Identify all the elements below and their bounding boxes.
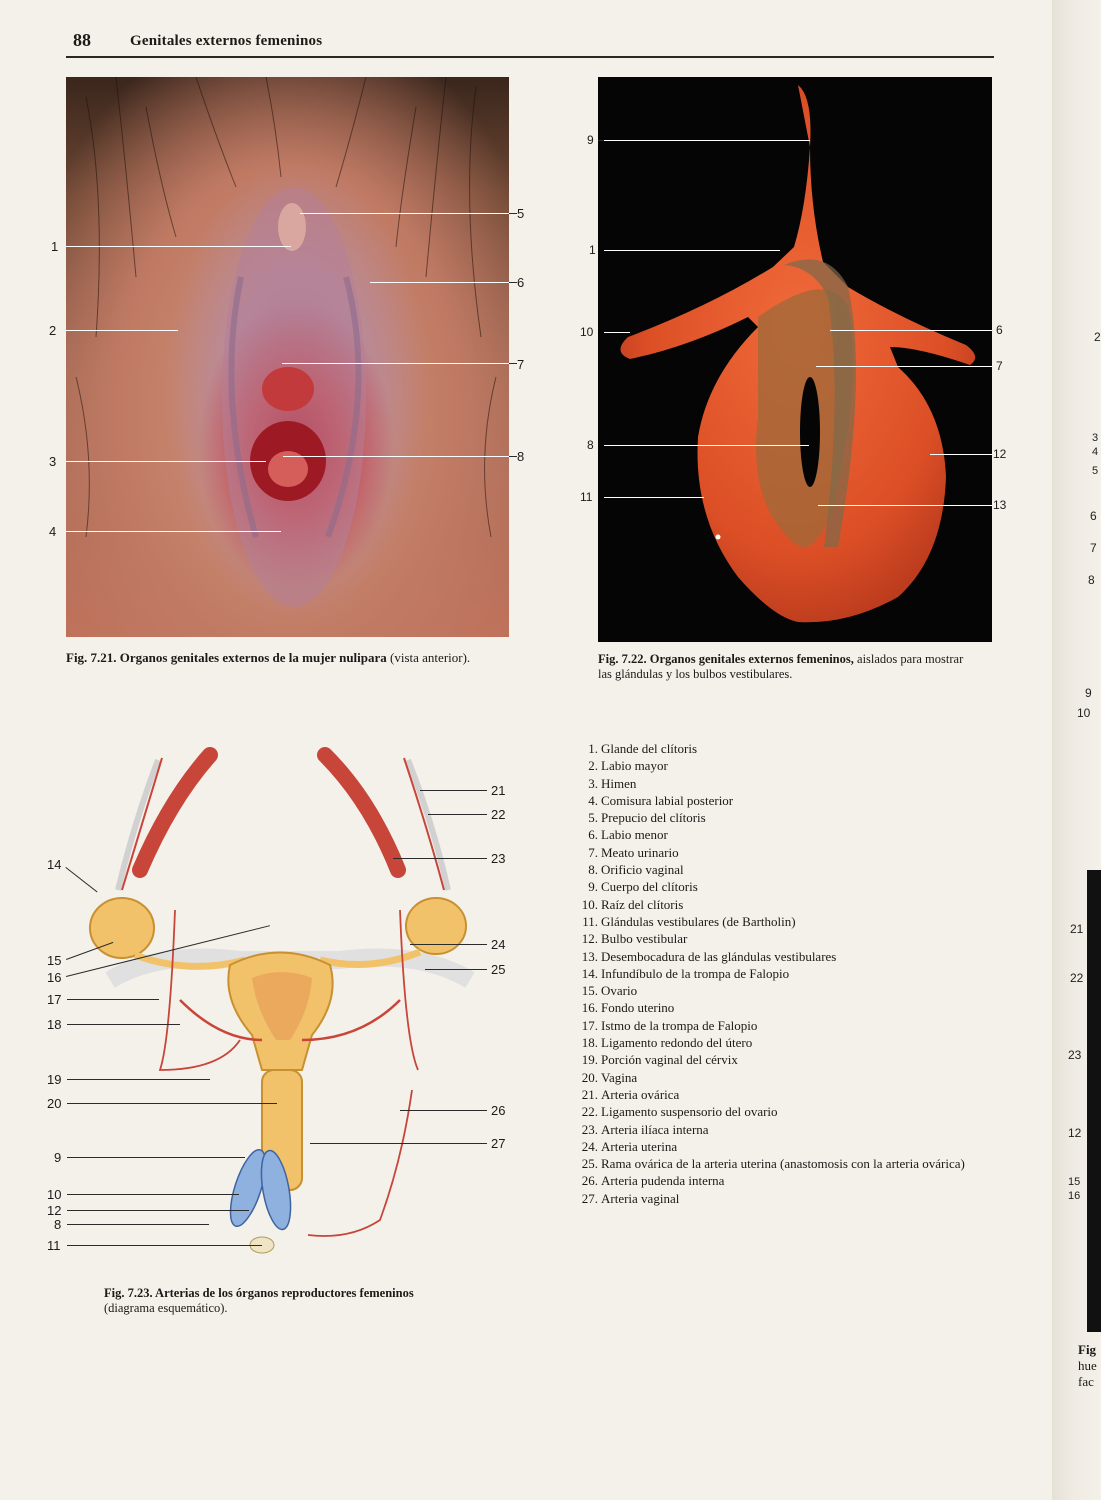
legend-item-number: 27. bbox=[581, 1190, 598, 1206]
legend-item-text: Rama ovárica de la arteria uterina (anastomosis con la arteria ovárica) bbox=[601, 1156, 965, 1172]
legend-item-text: Ligamento redondo del útero bbox=[601, 1035, 753, 1051]
legend-item-text: Istmo de la trompa de Falopio bbox=[601, 1017, 758, 1033]
legend-item-text: Orificio vaginal bbox=[601, 862, 684, 878]
next-page-caption-fragment: fac bbox=[1078, 1374, 1094, 1389]
legend-item bbox=[568, 809, 968, 826]
fig21-caption bbox=[66, 650, 516, 665]
fig21-callout: 5 bbox=[517, 206, 525, 221]
legend-item bbox=[568, 1069, 968, 1086]
fig23-callout: 20 bbox=[47, 1096, 62, 1111]
fig21-leader-6 bbox=[370, 282, 509, 283]
fig21-leader-3 bbox=[66, 461, 266, 462]
fig23-callout: 27 bbox=[491, 1136, 506, 1151]
fig21-leader-7 bbox=[282, 363, 509, 364]
legend-item-text: Labio mayor bbox=[601, 758, 668, 774]
fig21-leader-4 bbox=[66, 531, 281, 532]
legend-item-text: Comisura labial posterior bbox=[601, 792, 734, 808]
fig22-leader-12 bbox=[930, 454, 992, 455]
fig23-callout: 8 bbox=[54, 1217, 62, 1232]
legend-item-text: Glande del clítoris bbox=[601, 741, 698, 756]
fig23-callout: 22 bbox=[491, 807, 506, 822]
fig22-leader-7 bbox=[816, 366, 992, 367]
legend-item bbox=[568, 930, 968, 947]
legend-item-number: 8. bbox=[588, 862, 598, 878]
legend-item bbox=[568, 844, 968, 861]
fig23-leader-20 bbox=[67, 1103, 277, 1104]
running-title: Genitales externos femeninos bbox=[130, 33, 323, 49]
legend-item-number: 6. bbox=[588, 827, 598, 843]
next-page-caption-fragment: Fig bbox=[1078, 1342, 1097, 1357]
legend-item-number: 2. bbox=[588, 758, 598, 774]
fig22-specimen bbox=[598, 77, 992, 642]
fig22-leader-11 bbox=[604, 497, 704, 498]
legend-item-number: 21. bbox=[581, 1086, 598, 1102]
fig23-leader-17 bbox=[67, 999, 159, 1000]
legend-item-number: 15. bbox=[581, 983, 598, 999]
fig22-leader-13 bbox=[818, 505, 992, 506]
fig21-caption-title: Fig. 7.21. Organos genitales externos de la mujer nulipara bbox=[66, 650, 387, 665]
fig23-leader-22 bbox=[428, 814, 487, 815]
ovary-right bbox=[406, 898, 466, 954]
fig21-callout: 3 bbox=[49, 454, 57, 469]
legend-item bbox=[568, 948, 968, 965]
fig23-leader-18 bbox=[67, 1024, 180, 1025]
fig23-leader-23 bbox=[393, 858, 487, 859]
fig23-callout: 25 bbox=[491, 962, 506, 977]
legend-item-text: Prepucio del clítoris bbox=[601, 810, 706, 826]
legend-item-number: 23. bbox=[581, 1121, 598, 1137]
legend-item bbox=[568, 1190, 968, 1207]
legend-item-text: Cuerpo del clítoris bbox=[601, 879, 698, 895]
legend-item bbox=[568, 861, 968, 878]
legend-item-number: 16. bbox=[581, 1000, 598, 1016]
fig21-photograph bbox=[66, 77, 509, 637]
legend-item bbox=[568, 982, 968, 999]
next-page-label: 23 bbox=[1068, 1048, 1082, 1062]
fig22-callout: 12 bbox=[993, 447, 1007, 461]
fig22-callout: 11 bbox=[580, 490, 593, 504]
fig23-callout: 26 bbox=[491, 1103, 506, 1118]
legend-item-number: 17. bbox=[581, 1017, 598, 1033]
fig23-leader-10 bbox=[67, 1194, 239, 1195]
next-page-label: 12 bbox=[1068, 1126, 1082, 1140]
fig22-caption bbox=[598, 652, 978, 682]
legend-item bbox=[568, 1034, 968, 1051]
next-page-label: 10 bbox=[1077, 706, 1091, 720]
fig21-caption-text: (vista anterior). bbox=[386, 650, 471, 665]
legend-item bbox=[568, 878, 968, 895]
fig23-callout: 21 bbox=[491, 783, 506, 798]
legend-item-number: 4. bbox=[588, 792, 598, 808]
fig22-callout: 9 bbox=[587, 133, 594, 147]
legend-item bbox=[568, 999, 968, 1016]
fig23-caption bbox=[104, 1286, 424, 1316]
legend-item bbox=[568, 826, 968, 843]
next-page-label: 16 bbox=[1068, 1190, 1081, 1202]
fig22-callout: 6 bbox=[996, 323, 1003, 337]
legend-item-number: 26. bbox=[581, 1173, 598, 1189]
legend-item-text: Arteria pudenda interna bbox=[601, 1173, 725, 1189]
fig21-callout: 4 bbox=[49, 524, 57, 539]
legend-item-text: Arteria ovárica bbox=[601, 1086, 680, 1102]
fig22-leader-6 bbox=[830, 330, 992, 331]
fig21-callout: 6 bbox=[517, 275, 525, 290]
legend-item-number: 7. bbox=[588, 844, 598, 860]
page-number: 88 bbox=[73, 30, 91, 50]
fig23-callout: 18 bbox=[47, 1017, 62, 1032]
legend-item-text: Porción vaginal del cérvix bbox=[601, 1052, 738, 1068]
fig23-callout: 16 bbox=[47, 970, 62, 985]
fig21-leader-7-ext bbox=[509, 363, 517, 364]
fig23-leader-21 bbox=[420, 790, 487, 791]
fig22-leader-10 bbox=[604, 332, 630, 333]
next-page-label: 15 bbox=[1068, 1176, 1081, 1188]
legend-item-text: Arteria uterina bbox=[601, 1138, 678, 1154]
legend-item-text: Arteria vaginal bbox=[601, 1190, 680, 1206]
fig23-leader-25 bbox=[425, 969, 487, 970]
legend-item-text: Ovario bbox=[601, 983, 638, 999]
legend-item bbox=[568, 792, 968, 809]
legend-item-text: Labio menor bbox=[601, 827, 668, 843]
next-page-label: 6 bbox=[1090, 509, 1097, 523]
fig23-leader-24 bbox=[410, 944, 487, 945]
legend-item-number: 9. bbox=[588, 879, 598, 895]
legend-item-number: 25. bbox=[581, 1156, 598, 1172]
fig23-leader-9 bbox=[67, 1157, 245, 1158]
fig22-caption-text: aislados para mostrar las glándulas y los bulbos vestibulares. bbox=[598, 652, 964, 681]
fig23-callout: 24 bbox=[491, 937, 506, 952]
fig23-caption-text: (diagrama esquemático). bbox=[104, 1301, 228, 1315]
legend-item bbox=[568, 1086, 968, 1103]
fig23-leader-11 bbox=[67, 1245, 262, 1246]
artery-right bbox=[325, 755, 398, 870]
legend-item bbox=[568, 1172, 968, 1189]
legend-item bbox=[568, 740, 968, 757]
ovary-left bbox=[90, 898, 154, 958]
fig22-leader-9 bbox=[604, 140, 810, 141]
fig21-callout: 1 bbox=[51, 239, 59, 254]
fig23-callout: 23 bbox=[491, 851, 506, 866]
fig21-leader-5 bbox=[300, 213, 509, 214]
fig23-callout: 15 bbox=[47, 953, 62, 968]
legend-item bbox=[568, 1017, 968, 1034]
fig22-caption-title: Fig. 7.22. Organos genitales externos femeninos, bbox=[598, 652, 854, 666]
legend-item bbox=[568, 1138, 968, 1155]
header-rule bbox=[66, 56, 994, 58]
fig21-leader-8 bbox=[283, 456, 509, 457]
legend-item-number: 22. bbox=[581, 1104, 598, 1120]
fig23-callout: 11 bbox=[47, 1238, 61, 1253]
legend-item-number: 20. bbox=[581, 1069, 598, 1085]
legend-item-text: Fondo uterino bbox=[601, 1000, 675, 1016]
legend-item-number: 10. bbox=[581, 896, 598, 912]
fig23-diagram bbox=[40, 740, 540, 1270]
legend-item-number: 14. bbox=[581, 965, 598, 981]
next-page-label: 9 bbox=[1085, 686, 1092, 700]
next-page-label: 5 bbox=[1092, 465, 1099, 477]
fig21-leader-6-ext bbox=[509, 282, 517, 283]
legend-item-number: 18. bbox=[581, 1035, 598, 1051]
fig23-callout: 10 bbox=[47, 1187, 62, 1202]
fig23-leader-8 bbox=[67, 1224, 209, 1225]
legend-item bbox=[568, 1103, 968, 1120]
fig22-callout: 13 bbox=[993, 498, 1007, 512]
fig22-callout: 10 bbox=[580, 325, 594, 339]
next-page-label: 22 bbox=[1070, 971, 1084, 985]
fig22-callout: 7 bbox=[996, 359, 1003, 373]
legend-item-number: 5. bbox=[588, 810, 598, 826]
fig21-leader-1 bbox=[66, 246, 291, 247]
fig21-leader-8-ext bbox=[509, 456, 517, 457]
fig23-callout: 12 bbox=[47, 1203, 62, 1218]
legend-item-number: 19. bbox=[581, 1052, 598, 1068]
fig21-leader-2 bbox=[66, 330, 178, 331]
legend-item-number: 11. bbox=[582, 913, 598, 929]
legend-item bbox=[568, 1155, 968, 1172]
next-page-label: 4 bbox=[1092, 446, 1099, 458]
legend-item bbox=[568, 1121, 968, 1138]
next-page-label: 8 bbox=[1088, 573, 1095, 587]
next-page-label: 2 bbox=[1094, 330, 1101, 344]
legend-item-text: Desembocadura de las glándulas vestibulares bbox=[601, 948, 837, 964]
legend-item-number: 3. bbox=[588, 775, 598, 791]
next-page-label: 21 bbox=[1070, 922, 1084, 936]
fig23-leader-26 bbox=[400, 1110, 487, 1111]
legend-item-text: Glándulas vestibulares (de Bartholin) bbox=[601, 913, 796, 929]
fig22-callout: 8 bbox=[587, 438, 594, 452]
next-page-caption-fragment: hue bbox=[1078, 1358, 1097, 1373]
fig23-leader-19 bbox=[67, 1079, 210, 1080]
legend-item-text: Raíz del clítoris bbox=[601, 896, 684, 912]
fig21-callout: 8 bbox=[517, 449, 525, 464]
legend-item-text: Infundíbulo de la trompa de Falopio bbox=[601, 965, 790, 981]
fig21-callout: 7 bbox=[517, 357, 525, 372]
fig23-callout: 14 bbox=[47, 857, 62, 872]
fig21-leader-5-ext bbox=[509, 213, 517, 214]
fig23-leader-12 bbox=[67, 1210, 249, 1211]
fig22-leader-8 bbox=[604, 445, 809, 446]
legend-item bbox=[568, 896, 968, 913]
next-page-label: 3 bbox=[1092, 432, 1099, 444]
legend-item bbox=[568, 965, 968, 982]
legend-item-text: Ligamento suspensorio del ovario bbox=[601, 1104, 778, 1120]
legend-item bbox=[568, 757, 968, 774]
next-page-photo-edge bbox=[1087, 870, 1101, 1332]
legend-item-text: Himen bbox=[601, 775, 637, 791]
next-page-label: 7 bbox=[1090, 541, 1097, 555]
fig21-callout: 2 bbox=[49, 323, 57, 338]
legend-item-text: Bulbo vestibular bbox=[601, 931, 688, 947]
legend-item-text: Vagina bbox=[601, 1069, 638, 1085]
fig21-photo-detail bbox=[66, 77, 509, 637]
fig23-callout: 17 bbox=[47, 992, 62, 1007]
legend-list bbox=[568, 740, 968, 1207]
fig23-leader-27 bbox=[310, 1143, 487, 1144]
legend-item-text: Arteria ilíaca interna bbox=[601, 1121, 709, 1137]
fig22-leader-1 bbox=[604, 250, 780, 251]
legend-item bbox=[568, 1051, 968, 1068]
legend-item-text: Meato urinario bbox=[601, 844, 679, 860]
legend-item-number: 12. bbox=[581, 931, 598, 947]
fig22-callout: 1 bbox=[589, 243, 596, 257]
fig23-callout: 19 bbox=[47, 1072, 62, 1087]
legend-item bbox=[568, 775, 968, 792]
legend-item bbox=[568, 913, 968, 930]
legend-item-number: 1. bbox=[588, 741, 598, 756]
legend-item-number: 13. bbox=[581, 948, 598, 964]
fig23-caption-title: Fig. 7.23. Arterias de los órganos reproductores femeninos bbox=[104, 1286, 414, 1300]
fig22-photograph bbox=[598, 77, 992, 642]
legend-item-number: 24. bbox=[581, 1138, 598, 1154]
fig23-callout: 9 bbox=[54, 1150, 62, 1165]
